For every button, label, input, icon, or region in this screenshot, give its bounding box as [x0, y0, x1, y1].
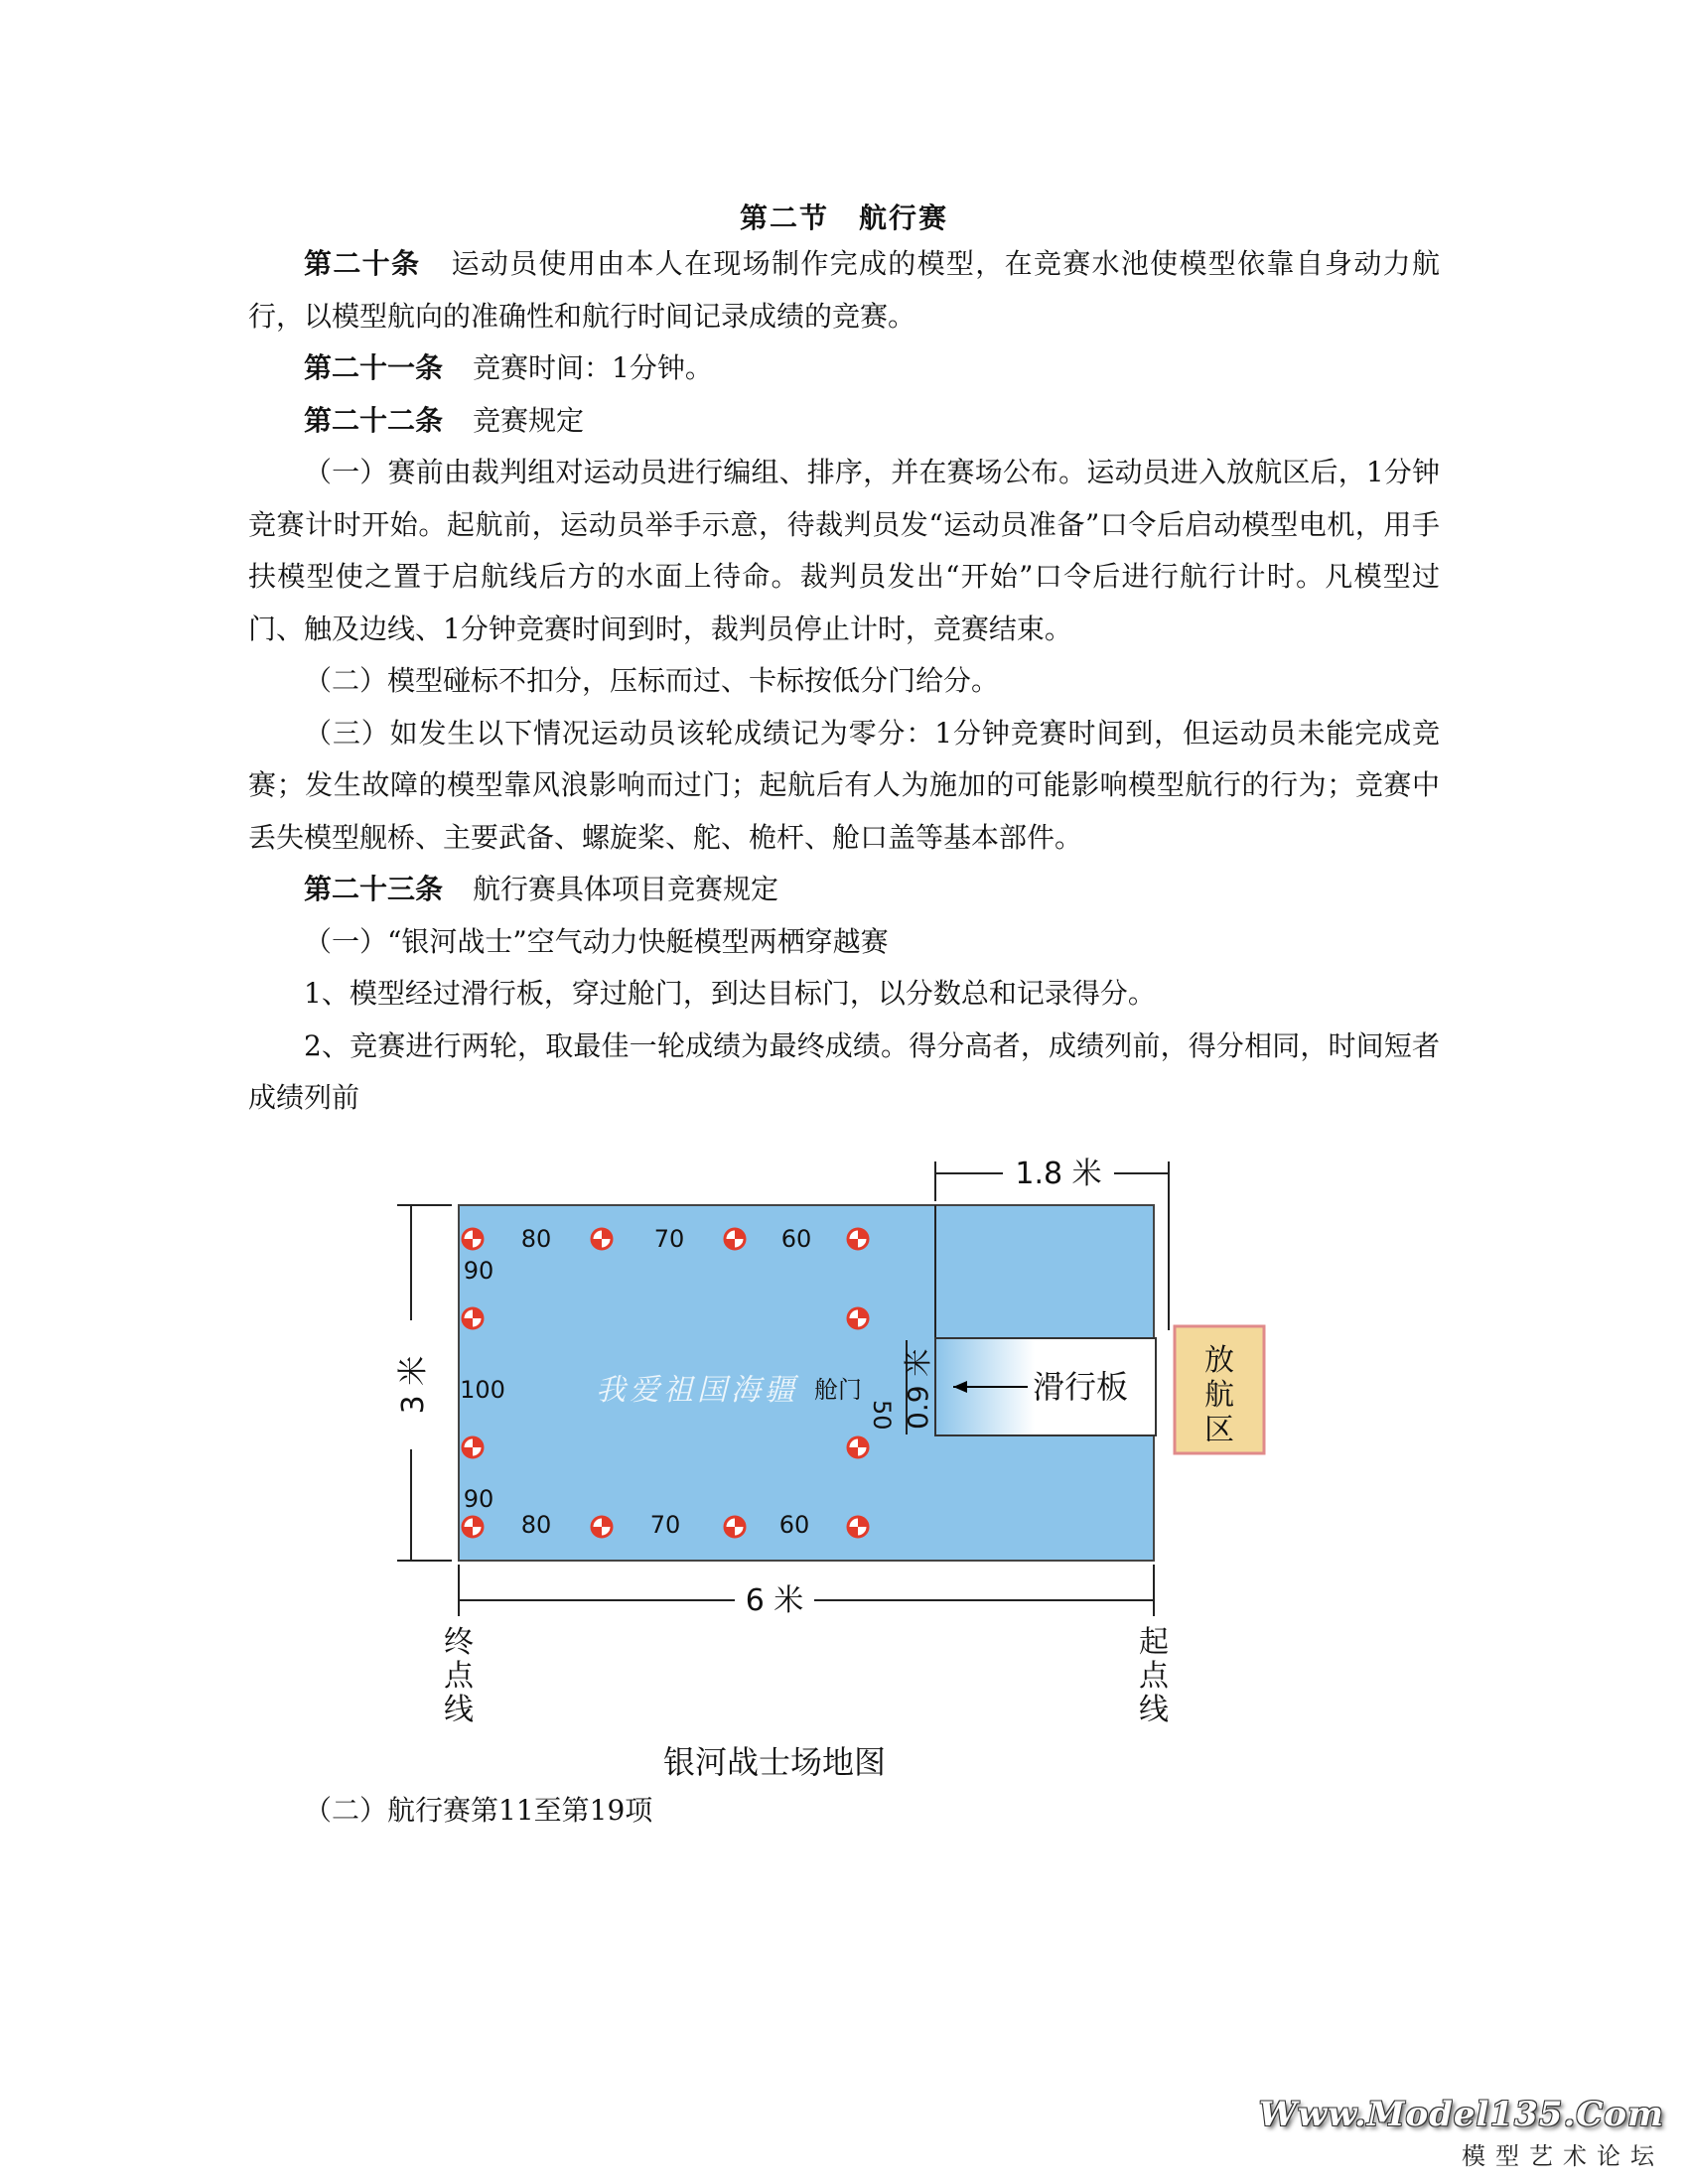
paragraph-rule-2 — [248, 655, 1440, 708]
dim-top-label: 1.8 米 — [1015, 1157, 1102, 1191]
hatch-label: 舱门 — [814, 1376, 862, 1404]
gate-score-bottom: 70 — [649, 1511, 681, 1539]
paragraph-article-20 — [248, 238, 1440, 342]
gate-score-left: 100 — [460, 1376, 505, 1404]
gate-score-top: 70 — [653, 1225, 685, 1253]
buoy-marker — [848, 1229, 868, 1249]
buoy-marker — [725, 1517, 745, 1537]
article-heading: 第二十一条 — [304, 351, 444, 384]
gate-score-left: 90 — [463, 1485, 494, 1513]
section-title: 第二节 航行赛 — [739, 202, 948, 234]
ramp-label: 滑行板 — [1033, 1368, 1129, 1406]
launch-zone-char-3: 区 — [1204, 1413, 1234, 1447]
article-body: 运动员使用由本人在现场制作完成的模型，在竞赛水池使模型依靠自身动力航行，以模型航向的准确性和航行时间记录成绩的竞赛。 — [248, 247, 1440, 333]
figure-caption: 银河战士场地图 — [662, 1743, 887, 1781]
ramp-dim-label: 0.9 米 — [902, 1348, 934, 1430]
buoy-marker — [463, 1229, 483, 1249]
buoy-marker — [848, 1308, 868, 1328]
rule-text: （二）模型碰标不扣分，压标而过、卡标按低分门给分。 — [304, 664, 1000, 697]
buoy-marker — [463, 1308, 483, 1328]
buoy-marker — [848, 1517, 868, 1537]
start-line-char-2: 点 — [1139, 1659, 1169, 1694]
article-body: 航行赛具体项目竞赛规定 — [473, 873, 779, 905]
paragraph-rule-1 — [248, 447, 1440, 655]
pool-slogan: 我爱祖国海疆 — [596, 1373, 798, 1408]
paragraph-article-22 — [248, 395, 1440, 448]
gate-score-left: 90 — [463, 1257, 494, 1285]
article-heading: 第二十三条 — [304, 873, 444, 905]
gate-score-bottom: 80 — [520, 1511, 552, 1539]
next-item-text: （二）航行赛第11至第19项 — [304, 1794, 653, 1827]
paragraph-item-1-1 — [248, 968, 1440, 1021]
dim-left-label: 3 米 — [396, 1355, 431, 1415]
article-heading: 第二十条 — [304, 247, 421, 280]
buoy-marker — [848, 1437, 868, 1457]
paragraph-article-23 — [248, 864, 1440, 916]
paragraph-item-1-2 — [248, 1021, 1440, 1125]
gate-score-top: 80 — [520, 1225, 552, 1253]
buoy-marker — [592, 1229, 612, 1249]
buoy-marker — [725, 1229, 745, 1249]
paragraph-item-1 — [248, 916, 1440, 969]
gate-score-bottom: 60 — [778, 1511, 810, 1539]
venue-diagram-svg — [377, 1132, 1350, 1787]
finish-line-char-3: 线 — [444, 1693, 474, 1727]
article-heading: 第二十二条 — [304, 403, 444, 437]
start-line-char-1: 起 — [1139, 1625, 1169, 1660]
body-text — [248, 238, 1440, 1125]
site-watermark — [1259, 2095, 1664, 2171]
item-text: 1、模型经过滑行板，穿过舱门，到达目标门，以分数总和记录得分。 — [304, 977, 1156, 1010]
rule-text: （三）如发生以下情况运动员该轮成绩记为零分：1分钟竞赛时间到，但运动员未能完成竞赛；发生故障的模型靠风浪影响而过门；起航后有人为施加的可能影响模型航行的行为；竞赛中丢失模型舰桥、主要武备、螺旋桨、舵、桅杆、舱口盖等基本部件。 — [248, 716, 1440, 854]
finish-line-char-2: 点 — [444, 1659, 474, 1694]
hatch-score: 50 — [868, 1400, 896, 1431]
paragraph-rule-3 — [248, 708, 1440, 865]
start-line-char-3: 线 — [1139, 1693, 1169, 1727]
launch-zone-char-1: 放 — [1204, 1343, 1234, 1378]
finish-line-char-1: 终 — [444, 1625, 474, 1660]
watermark-subtitle: 模型艺术论坛 — [1462, 2142, 1664, 2170]
gate-score-top: 60 — [780, 1225, 812, 1253]
launch-zone-char-2: 航 — [1204, 1378, 1234, 1413]
venue-diagram — [377, 1132, 1350, 1787]
buoy-marker — [463, 1437, 483, 1457]
item-text: （一）“银河战士”空气动力快艇模型两栖穿越赛 — [304, 924, 889, 958]
item-text: 2、竞赛进行两轮，取最佳一轮成绩为最终成绩。得分高者，成绩列前，得分相同，时间短者成绩列前 — [248, 1028, 1440, 1114]
watermark-url: Www.Model135.Com — [1258, 2095, 1664, 2134]
buoy-marker — [592, 1517, 612, 1537]
paragraph-article-21 — [248, 342, 1440, 395]
buoy-marker — [463, 1517, 483, 1537]
article-body: 竞赛规定 — [473, 403, 585, 437]
dim-bottom-label: 6 米 — [745, 1583, 804, 1618]
rule-text: （一）赛前由裁判组对运动员进行编组、排序，并在赛场公布。运动员进入放航区后，1分钟竞赛计时开始。起航前，运动员举手示意，待裁判员发“运动员准备”口令后启动模型电机，用手扶模型使之置于启航线后方的水面上待命。裁判员发出“开始”口令后进行航行计时。凡模型过门、触及边线、1分钟竞赛时间到时，裁判员停止计时，竞赛结束。 — [248, 456, 1440, 645]
article-body: 竞赛时间：1分钟。 — [473, 351, 713, 384]
